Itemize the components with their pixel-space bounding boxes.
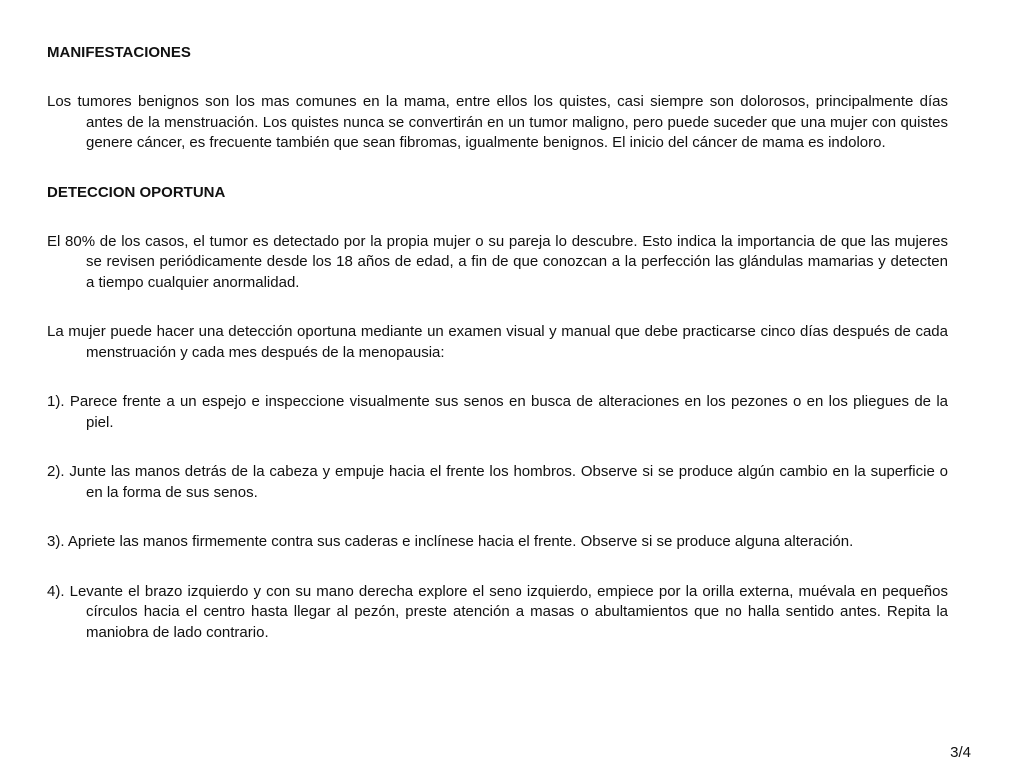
paragraph-tumores-benignos: Los tumores benignos son los mas comunes en la mama, entre ellos los quistes, casi siempre son dolorosos, principalmente días antes de la menstruación. Los quistes nunca se convertirán en un tumor maligno, pero puede suceder que una mujer con quistes genere cáncer, es frecuente también que sean fibromas, igualmente benignos. El inicio del cáncer de mama es indoloro. <box>47 93 948 151</box>
list-item-step-1: 1). Parece frente a un espejo e inspeccione visualmente sus senos en busca de alteraciones en los pezones o en los pliegues de la piel. <box>47 393 948 431</box>
list-item-step-3: 3). Apriete las manos firmemente contra sus caderas e inclínese hacia el frente. Observe si se produce alguna alteración. <box>47 533 854 550</box>
paragraph-ochenta-por-ciento: El 80% de los casos, el tumor es detectado por la propia mujer o su pareja lo descubre. Esto indica la importancia de que las mujeres se revisen periódicamente desde los 18 años de edad, a fin de que conozcan a la perfección las glándulas mamarias y detecten a tiempo cualquier anormalidad. <box>47 232 948 291</box>
section-heading-manifestaciones: MANIFESTACIONES <box>47 44 191 61</box>
document-page <box>47 43 948 643</box>
section-heading-deteccion-oportuna: DETECCION OPORTUNA <box>47 183 226 201</box>
page-number: 3/4 <box>950 744 971 761</box>
list-item-step-2: 2). Junte las manos detrás de la cabeza y empuje hacia el frente los hombros. Observe si se produce algún cambio en la superficie o en la forma de sus senos. <box>47 463 948 501</box>
list-item-step-4: 4). Levante el brazo izquierdo y con su mano derecha explore el seno izquierdo, empiece por la orilla externa, muévala en pequeños círculos hacia el centro hasta llegar al pezón, preste atención a masas o abultamientos que no halla sentido antes. Repita la maniobra de lado contrario. <box>47 582 948 641</box>
paragraph-deteccion-oportuna: La mujer puede hacer una detección oportuna mediante un examen visual y manual que debe practicarse cinco días después de cada menstruación y cada mes después de la menopausia: <box>47 323 948 361</box>
